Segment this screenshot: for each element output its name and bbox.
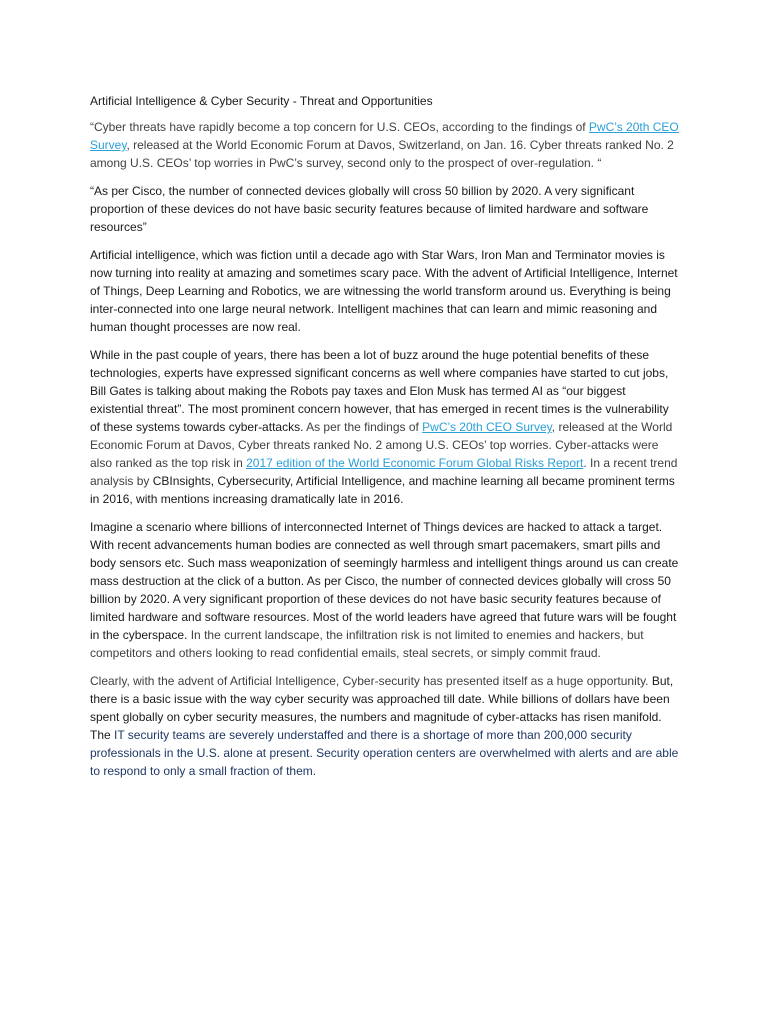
wef-global-risks-link[interactable]: 2017 edition of the World Economic Forum Global Risks Report: [246, 456, 584, 470]
iot-scenario-text: Imagine a scenario where billions of interconnected Internet of Things devices are hacked to attack a target. With recent advancements human bodies are connected as well through smart pacemakers, smart pills and body sensors etc. Such mass weaponization of seemingly harmless and intelligent things around us can create mass destruction at the click of a button. As per Cisco, the number of connected devices globally will cross 50 billion by 2020. A very significant proportion of these devices do not have basic security features because of limited hardware and software resources. Most of the world leaders have agreed that future wars will be fought in the cyberspace.: [90, 520, 679, 642]
paragraph-concerns: [90, 346, 682, 508]
paragraph-pwc-quote: [90, 118, 682, 172]
opportunity-text: Clearly, with the advent of Artificial Intelligence, Cyber-security has presented itself as a huge opportunity.: [90, 674, 649, 688]
paragraph-ai-intro: Artificial intelligence, which was fiction until a decade ago with Star Wars, Iron Man and Terminator movies is now turning into reality at amazing and sometimes scary pace. With the advent of Artificial Intelligence, Internet of Things, Deep Learning and Robotics, we are witnessing the world transform around us. Everything is being inter-connected into one large neural network. Intelligent machines that can learn and mimic reasoning and human thought processes are now real.: [90, 248, 678, 334]
document-page: [90, 92, 682, 790]
document-title: Artificial Intelligence & Cyber Security - Threat and Opportunities: [90, 94, 433, 108]
pwc-survey-link-2[interactable]: PwC’s 20th CEO Survey: [422, 420, 552, 434]
paragraph-cisco-quote: “As per Cisco, the number of connected devices globally will cross 50 billion by 2020. A very significant proportion of these devices do not have basic security features because of limited hardware and software resources”: [90, 184, 649, 234]
concerns-cbinsights-text: CBInsights, Cybersecurity, Artificial Intelligence, and machine learning all became prominent terms in 2016, with mentions increasing dramatically late in 2016.: [90, 474, 675, 506]
paragraph-opportunity: [90, 672, 682, 780]
pwc-quote-text: “Cyber threats have rapidly become a top concern for U.S. CEOs, according to the findings of: [90, 120, 589, 134]
iot-infiltration-text: In the current landscape, the infiltration risk is not limited to enemies and hackers, but competitors and others looking to read confidential emails, steal secrets, or simply commit fraud.: [90, 628, 644, 660]
pwc-quote-text-end: , released at the World Economic Forum at Davos, Switzerland, on Jan. 16. Cyber threats ranked No. 2 among U.S. CEOs’ top worries in PwC’s survey, second only to the prospect of over-regulation. “: [90, 138, 674, 170]
paragraph-iot-scenario: [90, 518, 682, 662]
opportunity-issue-text: But, there is a basic issue with the way cyber security was approached till date. While billions of dollars have been spent globally on cyber security measures, the numbers and magnitude of cyber-attacks has risen manifold. The: [90, 674, 674, 742]
concerns-davos-text: , released at the World Economic Forum at Davos, Cyber threats ranked No. 2 among U.S. CEOs’ top worries. Cyber-attacks were also ranked as the top risk in: [90, 420, 673, 470]
concerns-findings-text: As per the findings of: [303, 420, 423, 434]
concerns-text: While in the past couple of years, there has been a lot of buzz around the huge potential benefits of these technologies, experts have expressed significant concerns as well where companies have started to cut jobs, Bill Gates is talking about making the Robots pay taxes and Elon Musk has termed AI as “our biggest existential threat”. The most prominent concern however, that has emerged in recent times is the vulnerability of these systems towards cyber-attacks.: [90, 348, 669, 434]
pwc-survey-link[interactable]: PwC’s 20th CEO Survey: [90, 120, 679, 152]
concerns-trend-text: . In a recent trend analysis by: [90, 456, 678, 488]
opportunity-staffing-text: IT security teams are severely understaffed and there is a shortage of more than 200,000 security professionals in the U.S. alone at present. Security operation centers are overwhelmed with alerts and are able to respond to only a small fraction of them.: [90, 728, 679, 778]
